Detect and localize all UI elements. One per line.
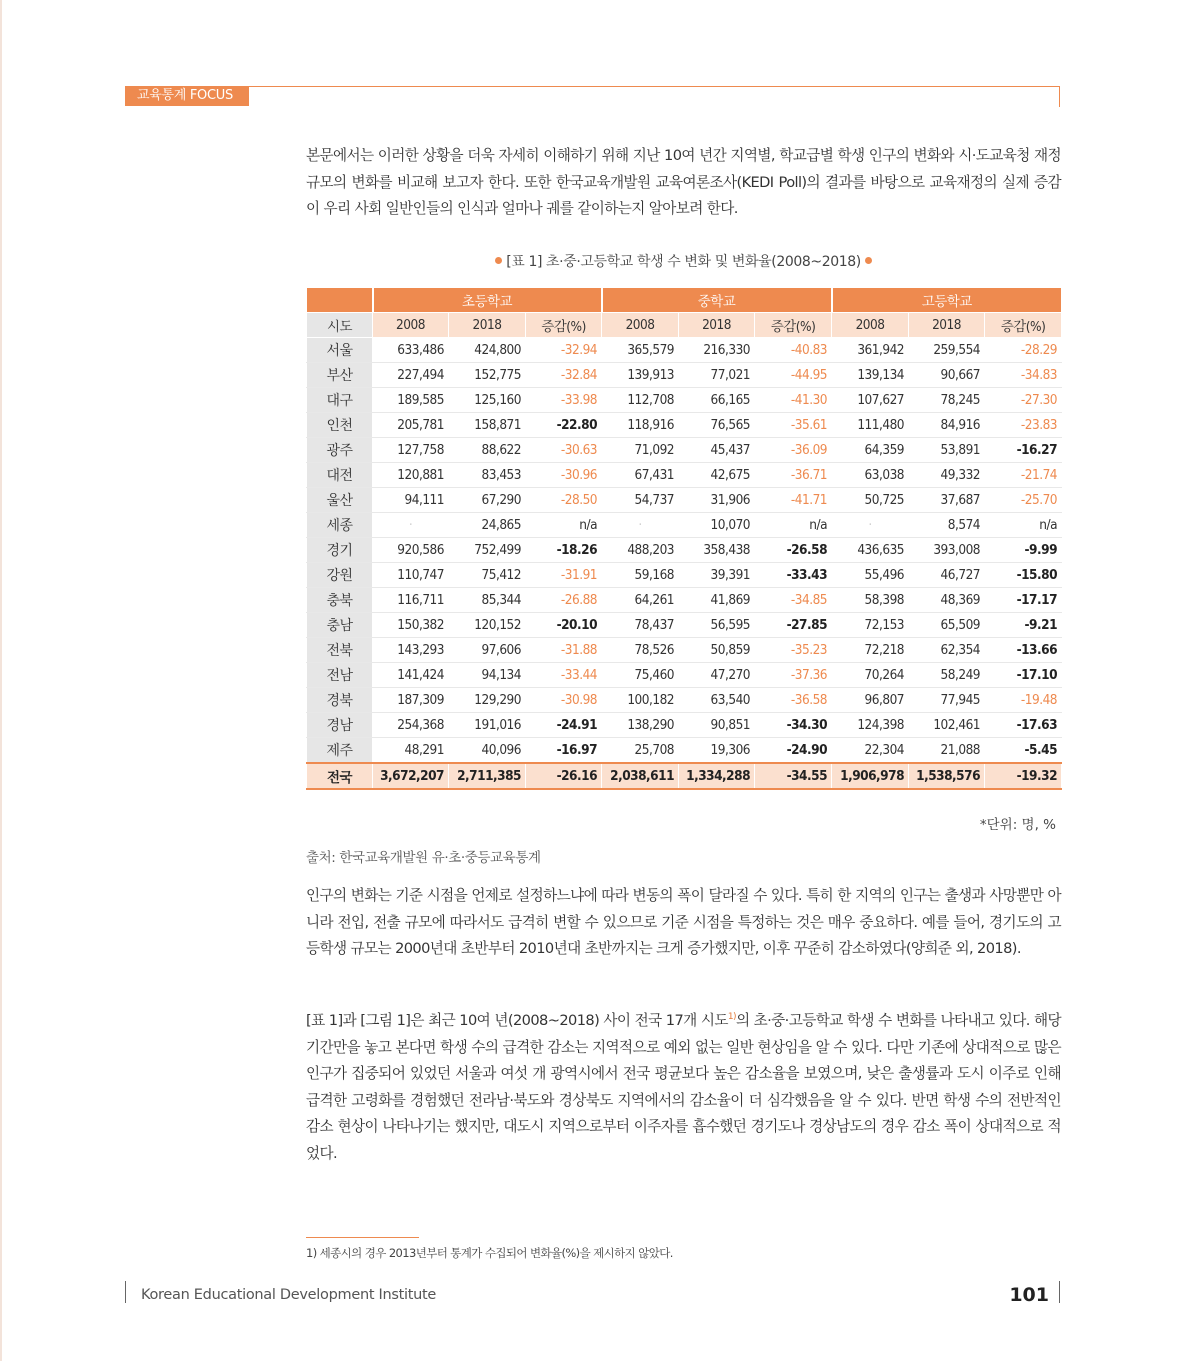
value-cell: 72,153 <box>832 613 909 638</box>
value-cell: 254,368 <box>373 713 449 738</box>
column-header: 2008 <box>832 313 909 338</box>
header-tick <box>1059 86 1060 107</box>
header-blank-cell <box>307 288 373 313</box>
value-cell: 88,622 <box>449 438 526 463</box>
value-cell: 141,424 <box>373 663 449 688</box>
value-cell: 152,775 <box>449 363 526 388</box>
value-cell: -35.23 <box>755 638 832 663</box>
value-cell: 96,807 <box>832 688 909 713</box>
region-cell: 강원 <box>307 563 373 588</box>
value-cell: n/a <box>526 513 602 538</box>
table-row <box>307 363 1062 388</box>
region-cell: 충남 <box>307 613 373 638</box>
value-cell: -24.90 <box>755 738 832 764</box>
value-cell: 37,687 <box>909 488 985 513</box>
value-cell: 50,725 <box>832 488 909 513</box>
column-header: 2018 <box>679 313 755 338</box>
region-cell: 충북 <box>307 588 373 613</box>
region-cell: 울산 <box>307 488 373 513</box>
value-cell: -25.70 <box>985 488 1062 513</box>
value-cell: -28.50 <box>526 488 602 513</box>
page-edge <box>0 0 2 1361</box>
value-cell: 633,486 <box>373 338 449 363</box>
region-cell: 경기 <box>307 538 373 563</box>
value-cell: 216,330 <box>679 338 755 363</box>
value-cell: 97,606 <box>449 638 526 663</box>
value-cell: -30.98 <box>526 688 602 713</box>
table-row <box>307 513 1062 538</box>
value-cell: 48,291 <box>373 738 449 764</box>
footer-rule <box>1059 1281 1060 1303</box>
value-cell: -36.58 <box>755 688 832 713</box>
region-cell: 세종 <box>307 513 373 538</box>
value-cell: 752,499 <box>449 538 526 563</box>
value-cell: 59,168 <box>602 563 679 588</box>
total-value-cell: -19.32 <box>985 763 1062 789</box>
table-title-text: [표 1] 초·중·고등학교 학생 수 변화 및 변화율(2008~2018) <box>506 254 861 270</box>
value-cell: 47,270 <box>679 663 755 688</box>
value-cell: 67,431 <box>602 463 679 488</box>
value-cell: 78,437 <box>602 613 679 638</box>
value-cell: 436,635 <box>832 538 909 563</box>
value-cell: 58,398 <box>832 588 909 613</box>
value-cell: 124,398 <box>832 713 909 738</box>
region-cell: 전북 <box>307 638 373 663</box>
region-cell: 경북 <box>307 688 373 713</box>
value-cell: 75,460 <box>602 663 679 688</box>
value-cell: 187,309 <box>373 688 449 713</box>
value-cell: 189,585 <box>373 388 449 413</box>
table-row <box>307 713 1062 738</box>
value-cell: -32.94 <box>526 338 602 363</box>
value-cell: 76,565 <box>679 413 755 438</box>
table-title <box>306 251 1061 271</box>
value-cell: -13.66 <box>985 638 1062 663</box>
value-cell: 50,859 <box>679 638 755 663</box>
value-cell: 21,088 <box>909 738 985 764</box>
value-cell: 361,942 <box>832 338 909 363</box>
value-cell: 48,369 <box>909 588 985 613</box>
footnote-marker: 1) <box>727 1012 736 1023</box>
value-cell: 84,916 <box>909 413 985 438</box>
value-cell: 158,871 <box>449 413 526 438</box>
value-cell: 143,293 <box>373 638 449 663</box>
value-cell: -9.21 <box>985 613 1062 638</box>
footer-institute: Korean Educational Development Institute <box>141 1287 437 1303</box>
table-row <box>307 613 1062 638</box>
region-column-header: 시도 <box>307 313 373 338</box>
value-cell: 67,290 <box>449 488 526 513</box>
total-value-cell: -34.55 <box>755 763 832 789</box>
value-cell: 150,382 <box>373 613 449 638</box>
region-cell: 광주 <box>307 438 373 463</box>
value-cell: 116,711 <box>373 588 449 613</box>
value-cell: -5.45 <box>985 738 1062 764</box>
value-cell: 118,916 <box>602 413 679 438</box>
region-cell: 부산 <box>307 363 373 388</box>
header-rule <box>125 86 1060 87</box>
value-cell: -24.91 <box>526 713 602 738</box>
value-cell: 55,496 <box>832 563 909 588</box>
unit-note: *단위: 명, % <box>979 817 1056 833</box>
table-row <box>307 463 1062 488</box>
value-cell: 78,526 <box>602 638 679 663</box>
section-tag: 교육통계 FOCUS <box>125 86 249 106</box>
table-row <box>307 538 1062 563</box>
value-cell: -40.83 <box>755 338 832 363</box>
table-row <box>307 688 1062 713</box>
table-row <box>307 488 1062 513</box>
value-cell: n/a <box>985 513 1062 538</box>
body-text: 의 초·중·고등학교 학생 수 변화를 나타내고 있다. 해당 기간만을 놓고 본다면 학생 수의 급격한 감소는 지역적으로 예외 없는 일반 현상임을 알 수 있다. 다만 기존에 상대적으로 많은 인구가 집중되어 있었던 서울과 여섯 개 광역시에서 전국 평균보다 높은 감소율을 보였으며, 낮은 출생률과 도시 이주로 인해 급격한 고령화를 경험했던 전라남·북도와 경상북도 지역에서의 감소율이 더 심각했음을 알 수 있다. 반면 학생 수의 전반적인 감소 현상이 나타나기는 했지만, 대도시 지역으로부터 이주자를 흡수했던 경기도나 경상남도의 경우 감소 폭이 상대적으로 적었다. <box>306 1012 1062 1162</box>
column-header: 2008 <box>602 313 679 338</box>
value-cell: -44.95 <box>755 363 832 388</box>
region-cell: 경남 <box>307 713 373 738</box>
value-cell: 72,218 <box>832 638 909 663</box>
value-cell: 66,165 <box>679 388 755 413</box>
total-value-cell: 3,672,207 <box>373 763 449 789</box>
value-cell: 45,437 <box>679 438 755 463</box>
value-cell: 358,438 <box>679 538 755 563</box>
value-cell: 64,359 <box>832 438 909 463</box>
value-cell: 139,913 <box>602 363 679 388</box>
value-cell: -41.71 <box>755 488 832 513</box>
value-cell: n/a <box>755 513 832 538</box>
value-cell: 112,708 <box>602 388 679 413</box>
value-cell: -27.85 <box>755 613 832 638</box>
value-cell: 8,574 <box>909 513 985 538</box>
value-cell: · <box>373 513 449 538</box>
value-cell: 75,412 <box>449 563 526 588</box>
total-value-cell: 2,038,611 <box>602 763 679 789</box>
value-cell: -36.09 <box>755 438 832 463</box>
value-cell: -22.80 <box>526 413 602 438</box>
value-cell: 63,038 <box>832 463 909 488</box>
total-label: 전국 <box>307 763 373 789</box>
value-cell: 46,727 <box>909 563 985 588</box>
school-level-header: 초등학교 <box>373 288 602 313</box>
table-row <box>307 663 1062 688</box>
value-cell: 62,354 <box>909 638 985 663</box>
value-cell: · <box>602 513 679 538</box>
value-cell: 205,781 <box>373 413 449 438</box>
value-cell: -37.36 <box>755 663 832 688</box>
value-cell: -17.63 <box>985 713 1062 738</box>
value-cell: 127,758 <box>373 438 449 463</box>
region-cell: 전남 <box>307 663 373 688</box>
value-cell: 39,391 <box>679 563 755 588</box>
value-cell: -35.61 <box>755 413 832 438</box>
value-cell: 120,881 <box>373 463 449 488</box>
value-cell: 53,891 <box>909 438 985 463</box>
value-cell: 120,152 <box>449 613 526 638</box>
value-cell: -30.63 <box>526 438 602 463</box>
value-cell: -18.26 <box>526 538 602 563</box>
value-cell: 83,453 <box>449 463 526 488</box>
value-cell: 227,494 <box>373 363 449 388</box>
value-cell: -16.97 <box>526 738 602 764</box>
value-cell: 138,290 <box>602 713 679 738</box>
column-header: 2008 <box>373 313 449 338</box>
value-cell: -23.83 <box>985 413 1062 438</box>
value-cell: -33.44 <box>526 663 602 688</box>
total-value-cell: 1,538,576 <box>909 763 985 789</box>
region-cell: 대구 <box>307 388 373 413</box>
value-cell: 22,304 <box>832 738 909 764</box>
value-cell: -31.88 <box>526 638 602 663</box>
value-cell: 77,021 <box>679 363 755 388</box>
table-source: 출처: 한국교육개발원 유·초·중등교육통계 <box>306 850 541 866</box>
value-cell: -19.48 <box>985 688 1062 713</box>
region-cell: 인천 <box>307 413 373 438</box>
value-cell: 94,134 <box>449 663 526 688</box>
value-cell: -17.17 <box>985 588 1062 613</box>
value-cell: 259,554 <box>909 338 985 363</box>
value-cell: 70,264 <box>832 663 909 688</box>
value-cell: 191,016 <box>449 713 526 738</box>
body-paragraph: 인구의 변화는 기준 시점을 언제로 설정하느냐에 따라 변동의 폭이 달라질 수 있다. 특히 한 지역의 인구는 출생과 사망뿐만 아니라 전입, 전출 규모에 따라서도 급격히 변할 수 있으므로 기준 시점을 특정하는 것은 매우 중요하다. 예를 들어, 경기도의 고등학생 규모는 2000년대 초반부터 2010년대 초반까지는 크게 증가했지만, 이후 꾸준히 감소하였다(양희준 외, 2018). <box>306 887 1061 957</box>
value-cell: -9.99 <box>985 538 1062 563</box>
value-cell: 49,332 <box>909 463 985 488</box>
table-row <box>307 588 1062 613</box>
column-header: 증감(%) <box>985 313 1062 338</box>
value-cell: 393,008 <box>909 538 985 563</box>
column-header: 증감(%) <box>526 313 602 338</box>
value-cell: -27.30 <box>985 388 1062 413</box>
bullet-dot-icon <box>865 257 872 264</box>
table-row <box>307 738 1062 764</box>
column-header: 2018 <box>449 313 526 338</box>
value-cell: 54,737 <box>602 488 679 513</box>
table-row <box>307 338 1062 363</box>
total-value-cell: 1,906,978 <box>832 763 909 789</box>
column-header: 2018 <box>909 313 985 338</box>
total-value-cell: 1,334,288 <box>679 763 755 789</box>
value-cell: 25,708 <box>602 738 679 764</box>
footer-rule <box>125 1281 126 1303</box>
value-cell: 107,627 <box>832 388 909 413</box>
value-cell: 102,461 <box>909 713 985 738</box>
value-cell: 42,675 <box>679 463 755 488</box>
value-cell: -33.43 <box>755 563 832 588</box>
value-cell: -41.30 <box>755 388 832 413</box>
value-cell: -17.10 <box>985 663 1062 688</box>
value-cell: 365,579 <box>602 338 679 363</box>
school-level-header: 고등학교 <box>832 288 1062 313</box>
value-cell: 10,070 <box>679 513 755 538</box>
value-cell: -26.58 <box>755 538 832 563</box>
table-row <box>307 388 1062 413</box>
value-cell: 125,160 <box>449 388 526 413</box>
value-cell: -31.91 <box>526 563 602 588</box>
value-cell: -21.74 <box>985 463 1062 488</box>
value-cell: 58,249 <box>909 663 985 688</box>
region-cell: 대전 <box>307 463 373 488</box>
value-cell: 139,134 <box>832 363 909 388</box>
column-header-row <box>307 313 1062 338</box>
value-cell: -36.71 <box>755 463 832 488</box>
value-cell: 920,586 <box>373 538 449 563</box>
table-row <box>307 563 1062 588</box>
value-cell: 488,203 <box>602 538 679 563</box>
footnote: 1) 세종시의 경우 2013년부터 통계가 수집되어 변화율(%)을 제시하지 않았다. <box>306 1246 673 1260</box>
value-cell: 111,480 <box>832 413 909 438</box>
value-cell: 85,344 <box>449 588 526 613</box>
value-cell: -20.10 <box>526 613 602 638</box>
value-cell: 90,851 <box>679 713 755 738</box>
footnote-rule <box>306 1237 419 1238</box>
total-value-cell: -26.16 <box>526 763 602 789</box>
value-cell: 40,096 <box>449 738 526 764</box>
group-header-row <box>307 288 1062 313</box>
region-cell: 서울 <box>307 338 373 363</box>
value-cell: -34.30 <box>755 713 832 738</box>
value-cell: 19,306 <box>679 738 755 764</box>
body-text: [표 1]과 [그림 1]은 최근 10여 년(2008~2018) 사이 전국 17개 시도 <box>306 1012 728 1029</box>
value-cell: 64,261 <box>602 588 679 613</box>
value-cell: 100,182 <box>602 688 679 713</box>
table-row <box>307 638 1062 663</box>
value-cell: -33.98 <box>526 388 602 413</box>
region-cell: 제주 <box>307 738 373 764</box>
value-cell: 63,540 <box>679 688 755 713</box>
value-cell: 71,092 <box>602 438 679 463</box>
value-cell: -15.80 <box>985 563 1062 588</box>
value-cell: · <box>832 513 909 538</box>
value-cell: 56,595 <box>679 613 755 638</box>
intro-paragraph: 본문에서는 이러한 상황을 더욱 자세히 이해하기 위해 지난 10여 년간 지역별, 학교급별 학생 인구의 변화와 시·도교육청 재정 규모의 변화를 비교해 보고자 한다. 또한 한국교육개발원 교육여론조사(KEDI Poll)의 결과를 바탕으로 교육재정의 실제 증감이 우리 사회 일반인들의 인식과 얼마나 궤를 같이하는지 알아보려 한다. <box>306 147 1061 217</box>
column-header: 증감(%) <box>755 313 832 338</box>
value-cell: 77,945 <box>909 688 985 713</box>
value-cell: 65,509 <box>909 613 985 638</box>
value-cell: -26.88 <box>526 588 602 613</box>
value-cell: -32.84 <box>526 363 602 388</box>
value-cell: 94,111 <box>373 488 449 513</box>
value-cell: -34.85 <box>755 588 832 613</box>
value-cell: 110,747 <box>373 563 449 588</box>
value-cell: 24,865 <box>449 513 526 538</box>
student-count-table <box>306 287 1062 790</box>
table-row <box>307 438 1062 463</box>
value-cell: 41,869 <box>679 588 755 613</box>
total-value-cell: 2,711,385 <box>449 763 526 789</box>
value-cell: 31,906 <box>679 488 755 513</box>
total-row <box>307 763 1062 789</box>
value-cell: 129,290 <box>449 688 526 713</box>
body-paragraph <box>306 1008 1061 1167</box>
school-level-header: 중학교 <box>602 288 832 313</box>
value-cell: -28.29 <box>985 338 1062 363</box>
value-cell: -16.27 <box>985 438 1062 463</box>
value-cell: -30.96 <box>526 463 602 488</box>
page-number: 101 <box>1009 1284 1049 1306</box>
table-row <box>307 413 1062 438</box>
value-cell: 78,245 <box>909 388 985 413</box>
value-cell: 424,800 <box>449 338 526 363</box>
bullet-dot-icon <box>495 257 502 264</box>
value-cell: -34.83 <box>985 363 1062 388</box>
value-cell: 90,667 <box>909 363 985 388</box>
